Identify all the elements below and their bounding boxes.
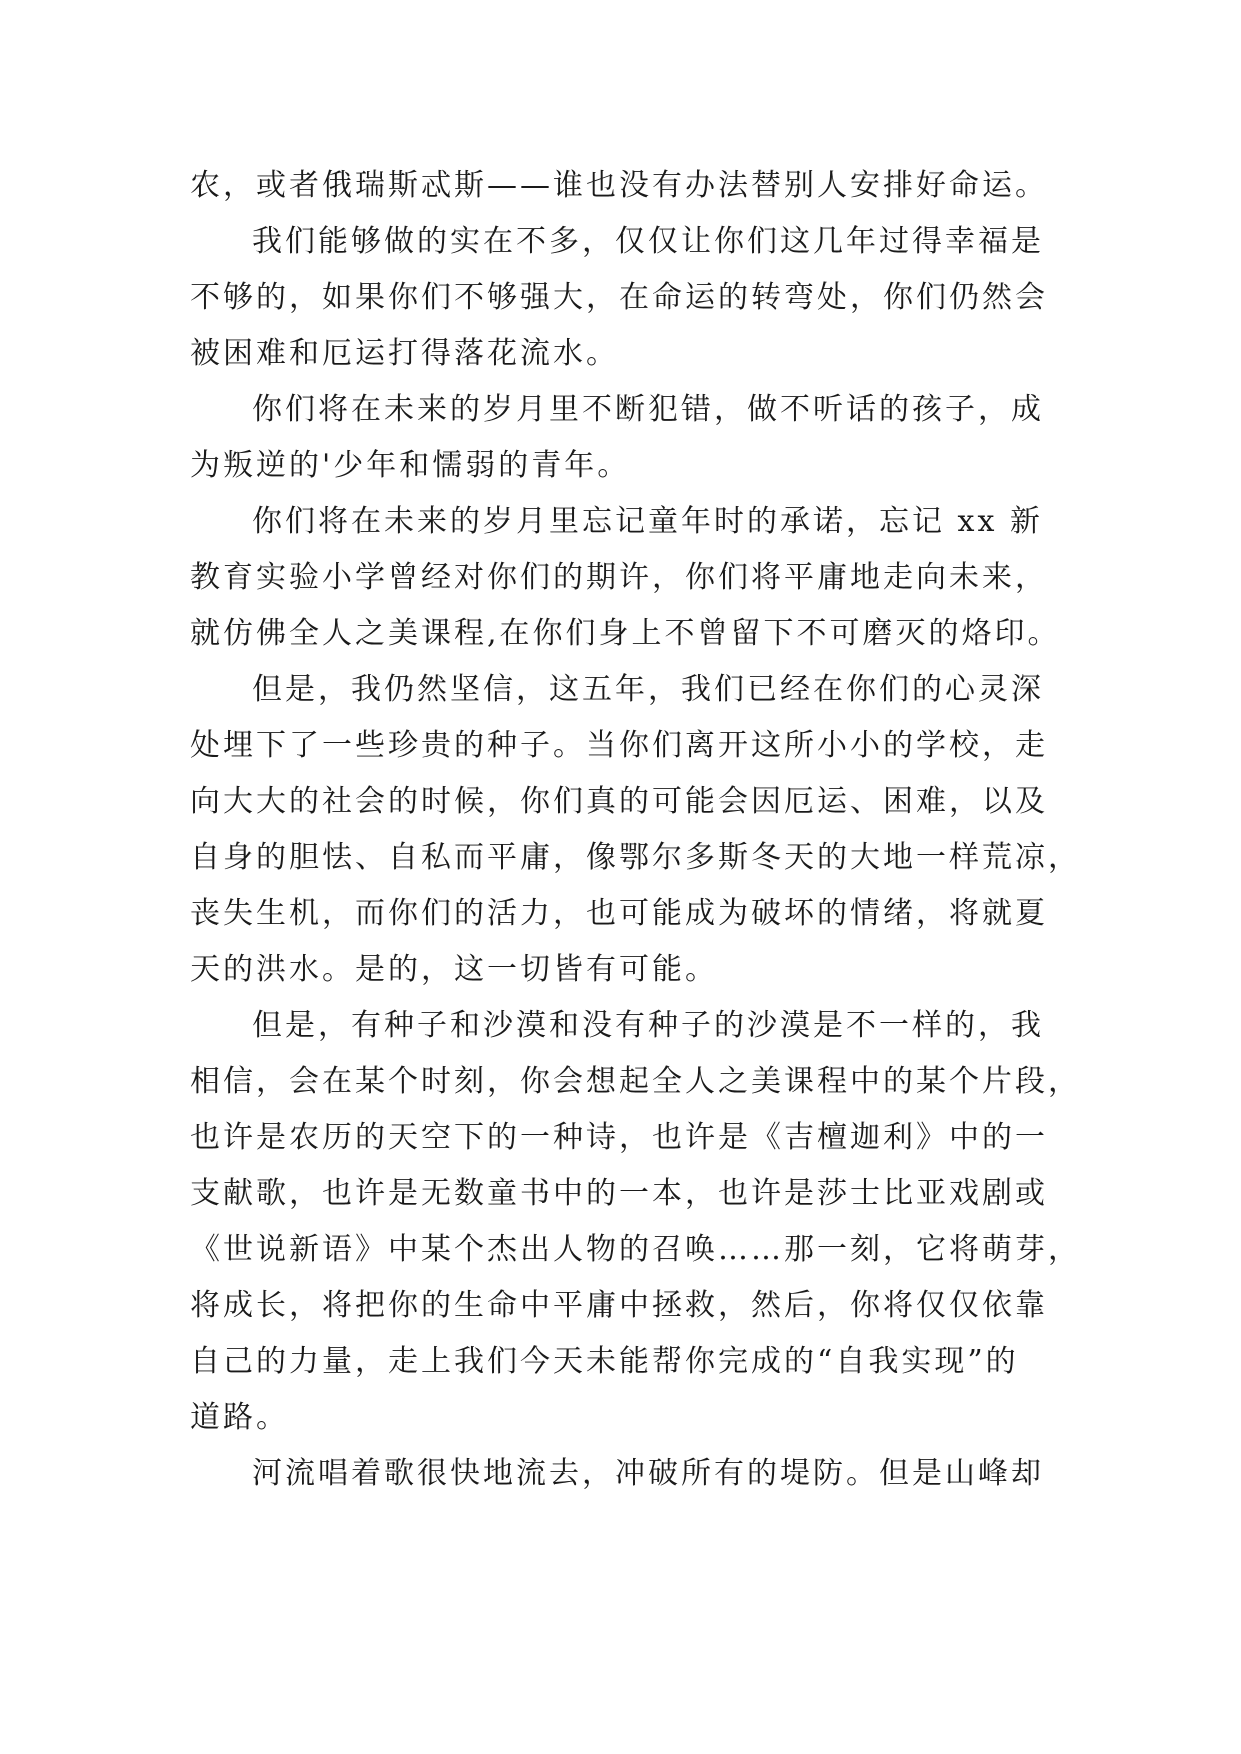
document-body — [190, 158, 1081, 1502]
paragraph-6 — [190, 998, 1081, 1446]
paragraph-4 — [190, 494, 1061, 662]
paragraph-5 — [190, 662, 1081, 998]
text-line: 不够的，如果你们不够强大，在命运的转弯处，你们仍然会 — [190, 280, 1048, 315]
text-line: 但是，有种子和沙漠和没有种子的沙漠是不一样的，我 — [252, 1008, 1044, 1043]
paragraph-7 — [190, 1446, 1050, 1502]
text-line: 但是，我仍然坚信，这五年，我们已经在你们的心灵深 — [252, 672, 1044, 707]
text-line: 丧失生机，而你们的活力，也可能成为破坏的情绪，将就夏 — [190, 896, 1048, 931]
text-line: 为叛逆的'少年和懦弱的青年。 — [190, 448, 631, 483]
text-line: 被困难和厄运打得落花流水。 — [190, 336, 619, 371]
text-line: 将成长，将把你的生命中平庸中拯救，然后，你将仅仅依靠 — [190, 1288, 1048, 1323]
text-line: 你们将在未来的岁月里忘记童年时的承诺，忘记 xx 新 — [252, 504, 1043, 539]
text-line: 河流唱着歌很快地流去，冲破所有的堤防。但是山峰却 — [252, 1456, 1044, 1491]
paragraph-1 — [190, 158, 1050, 214]
text-line: 就仿佛全人之美课程,在你们身上不曾留下不可磨灭的烙印。 — [190, 616, 1061, 651]
text-line: 支献歌，也许是无数童书中的一本，也许是莎士比亚戏剧或 — [190, 1176, 1048, 1211]
text-line: 道路。 — [190, 1400, 289, 1435]
text-line: 向大大的社会的时候，你们真的可能会因厄运、困难，以及 — [190, 784, 1048, 819]
text-line: 农，或者俄瑞斯忒斯——谁也没有办法替别人安排好命运。 — [190, 168, 1048, 203]
text-line: 我们能够做的实在不多，仅仅让你们这几年过得幸福是 — [252, 224, 1044, 259]
text-line: 自身的胆怯、自私而平庸，像鄂尔多斯冬天的大地一样荒凉， — [190, 840, 1081, 875]
text-line: 教育实验小学曾经对你们的期许，你们将平庸地走向未来， — [190, 560, 1048, 595]
text-line: 你们将在未来的岁月里不断犯错，做不听话的孩子，成 — [252, 392, 1044, 427]
text-line: 也许是农历的天空下的一种诗，也许是《吉檀迦利》中的一 — [190, 1120, 1048, 1155]
text-line: 处埋下了一些珍贵的种子。当你们离开这所小小的学校，走 — [190, 728, 1048, 763]
paragraph-3 — [190, 382, 1050, 494]
text-line: 自己的力量，走上我们今天未能帮你完成的“自我实现”的 — [190, 1344, 1019, 1379]
text-line: 《世说新语》中某个杰出人物的召唤……那一刻，它将萌芽， — [190, 1232, 1081, 1267]
text-line: 相信，会在某个时刻，你会想起全人之美课程中的某个片段， — [190, 1064, 1081, 1099]
text-line: 天的洪水。是的，这一切皆有可能。 — [190, 952, 718, 987]
paragraph-2 — [190, 214, 1050, 382]
